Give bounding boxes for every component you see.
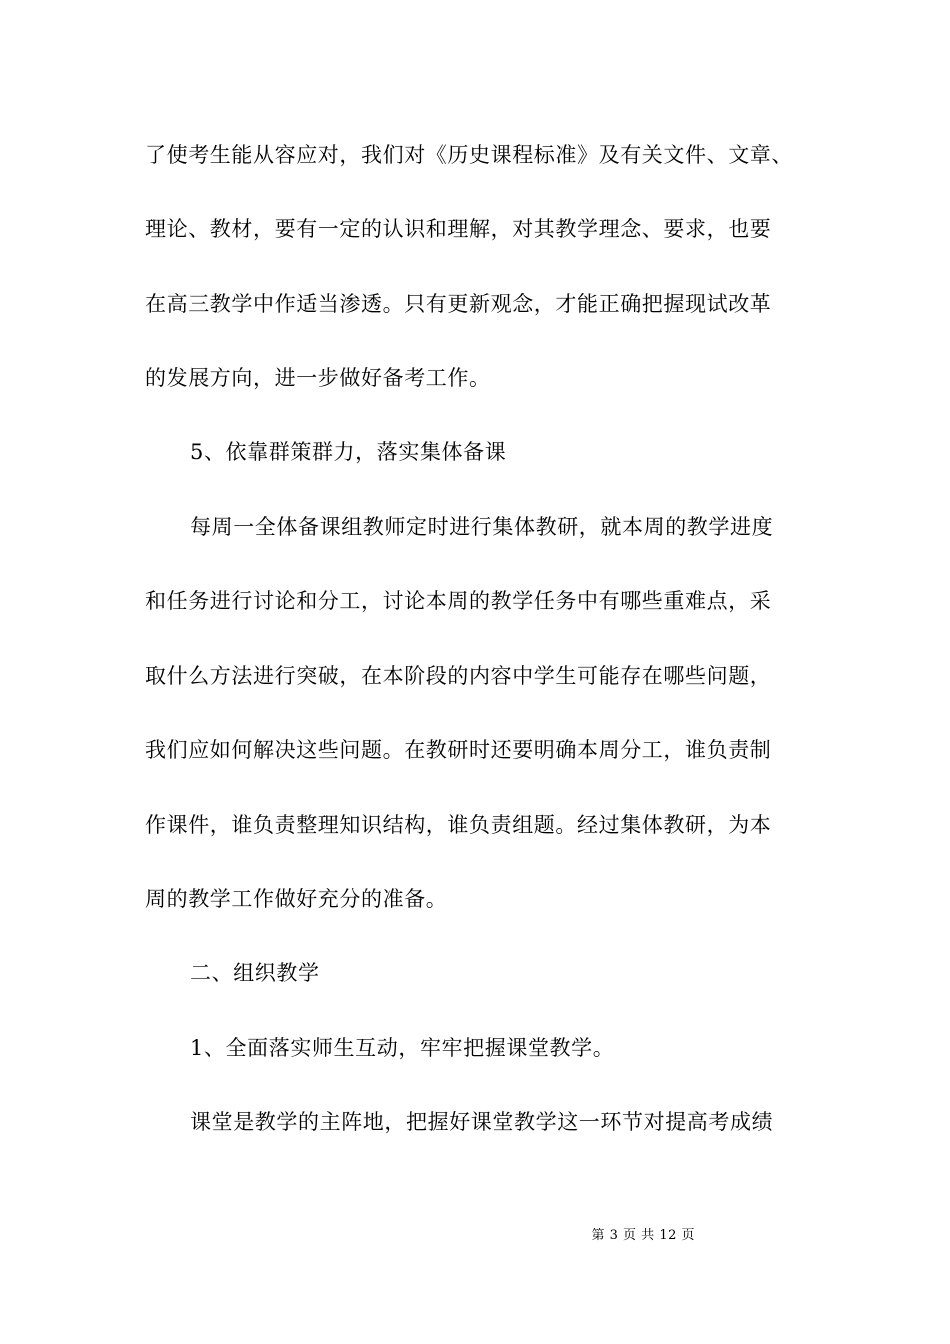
subsection-heading-1: 1、全面落实师生互动，牢牢把握课堂教学。 [190, 1036, 615, 1060]
text-line-9: 我们应如何解决这些问题。在教研时还要明确本周分工，谁负责制 [145, 738, 772, 762]
page-number-label: 第 3 页 共 12 页 [591, 1228, 695, 1243]
text-line-4: 的发展方向，进一步做好备考工作。 [145, 366, 491, 390]
section-heading-5: 5、依靠群策群力，落实集体备课 [190, 440, 507, 464]
page-footer [0, 1209, 950, 1263]
text-line-14: 课堂是教学的主阵地，把握好课堂教学这一环节对提高考成绩 [190, 1110, 774, 1134]
text-line-7: 和任务进行讨论和分工，讨论本周的教学任务中有哪些重难点，采 [145, 589, 772, 613]
text-line-3: 在高三教学中作适当渗透。只有更新观念，才能正确把握现试改革 [145, 292, 772, 316]
section-heading-organize: 二、组织教学 [190, 961, 320, 985]
text-line-10: 作课件，谁负责整理知识结构，谁负责组题。经过集体教研，为本 [145, 813, 772, 837]
text-line-2: 理论、教材，要有一定的认识和理解，对其教学理念、要求，也要 [145, 217, 772, 241]
text-line-8: 取什么方法进行突破，在本阶段的内容中学生可能存在哪些问题， [145, 664, 772, 688]
paragraph-start-line: 每周一全体备课组教师定时进行集体教研，就本周的教学进度 [190, 515, 774, 539]
text-line-11: 周的教学工作做好充分的准备。 [145, 887, 448, 911]
text-line-1: 了使考生能从容应对，我们对《历史课程标准》及有关文件、文章、 [145, 143, 793, 167]
